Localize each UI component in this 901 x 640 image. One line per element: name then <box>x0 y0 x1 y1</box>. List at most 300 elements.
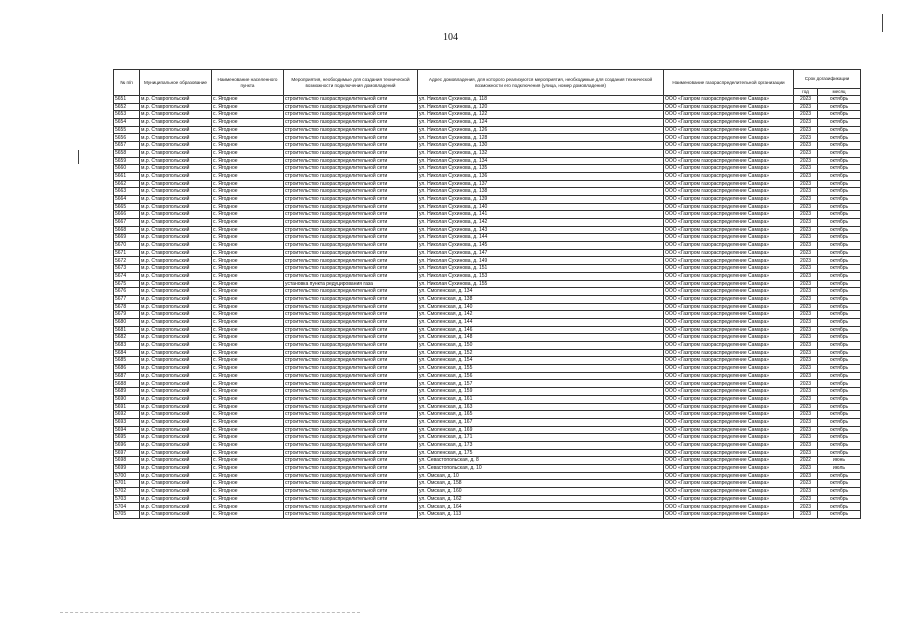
row-settlement: с. Ягодное <box>212 172 284 180</box>
row-month: октябрь <box>818 103 861 111</box>
row-settlement: с. Ягодное <box>212 226 284 234</box>
row-settlement: с. Ягодное <box>212 395 284 403</box>
row-number: 5694 <box>114 426 140 434</box>
row-organization: ООО «Газпром газораспределение Самара» <box>664 226 794 234</box>
row-number: 5684 <box>114 349 140 357</box>
row-settlement: с. Ягодное <box>212 195 284 203</box>
table-row <box>114 157 861 165</box>
row-municipality: м.р. Ставропольский <box>140 142 212 150</box>
row-number: 5659 <box>114 157 140 165</box>
row-settlement: с. Ягодное <box>212 465 284 473</box>
row-year: 2023 <box>794 219 818 227</box>
row-activity: строительство газораспределительной сети <box>284 503 418 511</box>
row-activity: строительство газораспределительной сети <box>284 357 418 365</box>
row-municipality: м.р. Ставропольский <box>140 503 212 511</box>
row-settlement: с. Ягодное <box>212 126 284 134</box>
row-settlement: с. Ягодное <box>212 103 284 111</box>
row-number: 5687 <box>114 372 140 380</box>
row-year: 2023 <box>794 426 818 434</box>
row-year: 2023 <box>794 280 818 288</box>
row-organization: ООО «Газпром газораспределение Самара» <box>664 388 794 396</box>
row-address: ул. Смоленская, д. 169 <box>418 426 664 434</box>
row-address: ул. Николая Сухинова, д. 143 <box>418 226 664 234</box>
row-municipality: м.р. Ставропольский <box>140 134 212 142</box>
row-municipality: м.р. Ставропольский <box>140 365 212 373</box>
header-num: № п/п <box>114 70 140 96</box>
row-activity: строительство газораспределительной сети <box>284 188 418 196</box>
row-organization: ООО «Газпром газораспределение Самара» <box>664 265 794 273</box>
row-organization: ООО «Газпром газораспределение Самара» <box>664 234 794 242</box>
row-month: октябрь <box>818 495 861 503</box>
table-row <box>114 172 861 180</box>
row-settlement: с. Ягодное <box>212 411 284 419</box>
table-row <box>114 326 861 334</box>
header-address: Адрес домовладения, для которого реализуются мероприятия, необходимые для создания технической возможности его подключения (улица, номер домовладения) <box>418 70 664 96</box>
table-row <box>114 349 861 357</box>
gasification-table <box>113 69 861 519</box>
row-year: 2023 <box>794 334 818 342</box>
row-settlement: с. Ягодное <box>212 149 284 157</box>
row-address: ул. Николая Сухинова, д. 155 <box>418 280 664 288</box>
row-organization: ООО «Газпром газораспределение Самара» <box>664 257 794 265</box>
row-month: октябрь <box>818 195 861 203</box>
row-number: 5691 <box>114 403 140 411</box>
row-activity: строительство газораспределительной сети <box>284 111 418 119</box>
row-year: 2023 <box>794 441 818 449</box>
table-row <box>114 334 861 342</box>
row-settlement: с. Ягодное <box>212 511 284 519</box>
row-number: 5699 <box>114 465 140 473</box>
row-year: 2023 <box>794 465 818 473</box>
header-settlement: Наименование населенного пункта <box>212 70 284 96</box>
row-municipality: м.р. Ставропольский <box>140 326 212 334</box>
row-month: октябрь <box>818 142 861 150</box>
row-address: ул. Николая Сухинова, д. 140 <box>418 203 664 211</box>
row-activity: строительство газораспределительной сети <box>284 257 418 265</box>
row-organization: ООО «Газпром газораспределение Самара» <box>664 334 794 342</box>
row-organization: ООО «Газпром газораспределение Самара» <box>664 295 794 303</box>
row-number: 5667 <box>114 219 140 227</box>
row-month: октябрь <box>818 249 861 257</box>
row-year: 2023 <box>794 380 818 388</box>
row-municipality: м.р. Ставропольский <box>140 511 212 519</box>
row-year: 2023 <box>794 265 818 273</box>
row-activity: строительство газораспределительной сети <box>284 365 418 373</box>
row-year: 2023 <box>794 226 818 234</box>
row-organization: ООО «Газпром газораспределение Самара» <box>664 465 794 473</box>
row-settlement: с. Ягодное <box>212 265 284 273</box>
row-year: 2023 <box>794 257 818 265</box>
row-municipality: м.р. Ставропольский <box>140 441 212 449</box>
row-municipality: м.р. Ставропольский <box>140 311 212 319</box>
row-address: ул. Смоленская, д. 163 <box>418 403 664 411</box>
row-organization: ООО «Газпром газораспределение Самара» <box>664 103 794 111</box>
row-organization: ООО «Газпром газораспределение Самара» <box>664 349 794 357</box>
row-address: ул. Николая Сухинова, д. 118 <box>418 96 664 104</box>
row-year: 2023 <box>794 111 818 119</box>
row-year: 2023 <box>794 249 818 257</box>
row-settlement: с. Ягодное <box>212 434 284 442</box>
row-settlement: с. Ягодное <box>212 288 284 296</box>
table-row <box>114 265 861 273</box>
row-settlement: с. Ягодное <box>212 119 284 127</box>
row-month: октябрь <box>818 441 861 449</box>
row-organization: ООО «Газпром газораспределение Самара» <box>664 288 794 296</box>
row-month: октябрь <box>818 380 861 388</box>
row-month: октябрь <box>818 372 861 380</box>
row-month: октябрь <box>818 203 861 211</box>
row-activity: строительство газораспределительной сети <box>284 226 418 234</box>
row-municipality: м.р. Ставропольский <box>140 303 212 311</box>
row-organization: ООО «Газпром газораспределение Самара» <box>664 426 794 434</box>
row-month: октябрь <box>818 165 861 173</box>
row-year: 2023 <box>794 96 818 104</box>
scan-edge-mark <box>882 14 883 32</box>
table-body <box>114 96 861 519</box>
row-organization: ООО «Газпром газораспределение Самара» <box>664 441 794 449</box>
row-year: 2023 <box>794 188 818 196</box>
row-organization: ООО «Газпром газораспределение Самара» <box>664 96 794 104</box>
row-settlement: с. Ягодное <box>212 142 284 150</box>
row-activity: строительство газораспределительной сети <box>284 488 418 496</box>
row-address: ул. Смоленская, д. 150 <box>418 342 664 350</box>
row-municipality: м.р. Ставропольский <box>140 342 212 350</box>
row-municipality: м.р. Ставропольский <box>140 165 212 173</box>
row-activity: строительство газораспределительной сети <box>284 195 418 203</box>
row-settlement: с. Ягодное <box>212 111 284 119</box>
row-year: 2023 <box>794 165 818 173</box>
row-month: октябрь <box>818 326 861 334</box>
row-settlement: с. Ягодное <box>212 311 284 319</box>
row-activity: строительство газораспределительной сети <box>284 372 418 380</box>
row-activity: строительство газораспределительной сети <box>284 203 418 211</box>
row-month: октябрь <box>818 334 861 342</box>
row-activity: строительство газораспределительной сети <box>284 242 418 250</box>
row-organization: ООО «Газпром газораспределение Самара» <box>664 472 794 480</box>
row-organization: ООО «Газпром газораспределение Самара» <box>664 495 794 503</box>
table-row <box>114 242 861 250</box>
row-organization: ООО «Газпром газораспределение Самара» <box>664 203 794 211</box>
row-address: ул. Смоленская, д. 156 <box>418 372 664 380</box>
row-number: 5664 <box>114 195 140 203</box>
table-row <box>114 288 861 296</box>
row-month: октябрь <box>818 188 861 196</box>
row-year: 2023 <box>794 288 818 296</box>
row-settlement: с. Ягодное <box>212 242 284 250</box>
row-settlement: с. Ягодное <box>212 134 284 142</box>
table-row <box>114 465 861 473</box>
row-number: 5680 <box>114 318 140 326</box>
row-organization: ООО «Газпром газораспределение Самара» <box>664 449 794 457</box>
row-municipality: м.р. Ставропольский <box>140 211 212 219</box>
row-settlement: с. Ягодное <box>212 295 284 303</box>
row-year: 2023 <box>794 388 818 396</box>
row-activity: строительство газораспределительной сети <box>284 126 418 134</box>
row-activity: строительство газораспределительной сети <box>284 180 418 188</box>
row-organization: ООО «Газпром газораспределение Самара» <box>664 365 794 373</box>
row-municipality: м.р. Ставропольский <box>140 395 212 403</box>
row-organization: ООО «Газпром газораспределение Самара» <box>664 311 794 319</box>
row-month: октябрь <box>818 272 861 280</box>
row-number: 5656 <box>114 134 140 142</box>
row-number: 5665 <box>114 203 140 211</box>
row-number: 5700 <box>114 472 140 480</box>
row-organization: ООО «Газпром газораспределение Самара» <box>664 195 794 203</box>
row-activity: строительство газораспределительной сети <box>284 388 418 396</box>
row-month: октябрь <box>818 111 861 119</box>
row-number: 5660 <box>114 165 140 173</box>
table-row <box>114 488 861 496</box>
row-settlement: с. Ягодное <box>212 403 284 411</box>
table-row <box>114 126 861 134</box>
row-month: октябрь <box>818 357 861 365</box>
row-municipality: м.р. Ставропольский <box>140 472 212 480</box>
row-address: ул. Николая Сухинова, д. 134 <box>418 157 664 165</box>
row-activity: строительство газораспределительной сети <box>284 334 418 342</box>
row-organization: ООО «Газпром газораспределение Самара» <box>664 172 794 180</box>
row-municipality: м.р. Ставропольский <box>140 488 212 496</box>
row-number: 5662 <box>114 180 140 188</box>
row-address: ул. Николая Сухинова, д. 122 <box>418 111 664 119</box>
row-activity: строительство газораспределительной сети <box>284 134 418 142</box>
row-address: ул. Николая Сухинова, д. 142 <box>418 219 664 227</box>
row-activity: строительство газораспределительной сети <box>284 165 418 173</box>
row-settlement: с. Ягодное <box>212 472 284 480</box>
row-number: 5674 <box>114 272 140 280</box>
row-municipality: м.р. Ставропольский <box>140 195 212 203</box>
row-month: октябрь <box>818 96 861 104</box>
row-address: ул. Николая Сухинова, д. 147 <box>418 249 664 257</box>
table-row <box>114 441 861 449</box>
row-year: 2023 <box>794 318 818 326</box>
row-month: октябрь <box>818 257 861 265</box>
row-number: 5655 <box>114 126 140 134</box>
header-deadline: Срок догазификации <box>794 70 861 89</box>
row-settlement: с. Ягодное <box>212 365 284 373</box>
row-month: октябрь <box>818 434 861 442</box>
row-municipality: м.р. Ставропольский <box>140 357 212 365</box>
row-activity: строительство газораспределительной сети <box>284 326 418 334</box>
row-municipality: м.р. Ставропольский <box>140 411 212 419</box>
row-year: 2023 <box>794 449 818 457</box>
row-number: 5677 <box>114 295 140 303</box>
row-year: 2023 <box>794 403 818 411</box>
row-organization: ООО «Газпром газораспределение Самара» <box>664 434 794 442</box>
row-organization: ООО «Газпром газораспределение Самара» <box>664 303 794 311</box>
row-activity: строительство газораспределительной сети <box>284 219 418 227</box>
row-month: октябрь <box>818 219 861 227</box>
row-organization: ООО «Газпром газораспределение Самара» <box>664 211 794 219</box>
table-row <box>114 380 861 388</box>
row-settlement: с. Ягодное <box>212 280 284 288</box>
row-year: 2023 <box>794 303 818 311</box>
row-municipality: м.р. Ставропольский <box>140 149 212 157</box>
row-municipality: м.р. Ставропольский <box>140 172 212 180</box>
row-municipality: м.р. Ставропольский <box>140 226 212 234</box>
table-row <box>114 449 861 457</box>
row-address: ул. Смоленская, д. 146 <box>418 326 664 334</box>
table-row <box>114 318 861 326</box>
row-municipality: м.р. Ставропольский <box>140 111 212 119</box>
row-number: 5696 <box>114 441 140 449</box>
row-number: 5675 <box>114 280 140 288</box>
row-address: ул. Николая Сухинова, д. 141 <box>418 211 664 219</box>
row-number: 5670 <box>114 242 140 250</box>
row-activity: строительство газораспределительной сети <box>284 380 418 388</box>
row-organization: ООО «Газпром газораспределение Самара» <box>664 342 794 350</box>
row-year: 2023 <box>794 357 818 365</box>
row-municipality: м.р. Ставропольский <box>140 272 212 280</box>
row-number: 5693 <box>114 418 140 426</box>
table-row <box>114 472 861 480</box>
row-activity: строительство газораспределительной сети <box>284 411 418 419</box>
row-month: октябрь <box>818 426 861 434</box>
row-number: 5679 <box>114 311 140 319</box>
row-activity: строительство газораспределительной сети <box>284 441 418 449</box>
table-row <box>114 395 861 403</box>
row-month: октябрь <box>818 134 861 142</box>
row-activity: строительство газораспределительной сети <box>284 495 418 503</box>
row-organization: ООО «Газпром газораспределение Самара» <box>664 480 794 488</box>
row-organization: ООО «Газпром газораспределение Самара» <box>664 418 794 426</box>
row-month: октябрь <box>818 149 861 157</box>
row-month: октябрь <box>818 480 861 488</box>
row-organization: ООО «Газпром газораспределение Самара» <box>664 411 794 419</box>
row-organization: ООО «Газпром газораспределение Самара» <box>664 111 794 119</box>
table-row <box>114 388 861 396</box>
row-number: 5698 <box>114 457 140 465</box>
row-year: 2023 <box>794 411 818 419</box>
row-month: июль <box>818 465 861 473</box>
row-organization: ООО «Газпром газораспределение Самара» <box>664 249 794 257</box>
row-activity: строительство газораспределительной сети <box>284 434 418 442</box>
row-settlement: с. Ягодное <box>212 372 284 380</box>
row-number: 5652 <box>114 103 140 111</box>
row-address: ул. Николая Сухинова, д. 120 <box>418 103 664 111</box>
row-year: 2023 <box>794 495 818 503</box>
row-month: октябрь <box>818 488 861 496</box>
row-month: октябрь <box>818 311 861 319</box>
row-settlement: с. Ягодное <box>212 334 284 342</box>
scan-edge-mark-left <box>78 150 79 164</box>
table-row <box>114 342 861 350</box>
row-address: ул. Смоленская, д. 134 <box>418 288 664 296</box>
row-municipality: м.р. Ставропольский <box>140 434 212 442</box>
table-row <box>114 165 861 173</box>
table-row <box>114 149 861 157</box>
row-organization: ООО «Газпром газораспределение Самара» <box>664 395 794 403</box>
row-number: 5703 <box>114 495 140 503</box>
row-month: октябрь <box>818 318 861 326</box>
row-municipality: м.р. Ставропольский <box>140 249 212 257</box>
row-organization: ООО «Газпром газораспределение Самара» <box>664 180 794 188</box>
row-year: 2023 <box>794 349 818 357</box>
row-municipality: м.р. Ставропольский <box>140 449 212 457</box>
row-number: 5685 <box>114 357 140 365</box>
row-settlement: с. Ягодное <box>212 503 284 511</box>
row-organization: ООО «Газпром газораспределение Самара» <box>664 280 794 288</box>
row-number: 5663 <box>114 188 140 196</box>
row-organization: ООО «Газпром газораспределение Самара» <box>664 157 794 165</box>
row-address: ул. Смоленская, д. 138 <box>418 295 664 303</box>
row-address: ул. Николая Сухинова, д. 149 <box>418 257 664 265</box>
row-organization: ООО «Газпром газораспределение Самара» <box>664 511 794 519</box>
row-activity: строительство газораспределительной сети <box>284 272 418 280</box>
row-month: октябрь <box>818 180 861 188</box>
row-organization: ООО «Газпром газораспределение Самара» <box>664 318 794 326</box>
row-settlement: с. Ягодное <box>212 303 284 311</box>
row-municipality: м.р. Ставропольский <box>140 180 212 188</box>
row-year: 2023 <box>794 434 818 442</box>
row-settlement: с. Ягодное <box>212 203 284 211</box>
row-address: ул. Омская, д. 164 <box>418 503 664 511</box>
row-address: ул. Смоленская, д. 144 <box>418 318 664 326</box>
row-municipality: м.р. Ставропольский <box>140 457 212 465</box>
row-number: 5668 <box>114 226 140 234</box>
row-settlement: с. Ягодное <box>212 342 284 350</box>
table-row <box>114 411 861 419</box>
row-organization: ООО «Газпром газораспределение Самара» <box>664 457 794 465</box>
row-address: ул. Николая Сухинова, д. 144 <box>418 234 664 242</box>
row-number: 5658 <box>114 149 140 157</box>
row-year: 2023 <box>794 172 818 180</box>
row-year: 2023 <box>794 311 818 319</box>
row-address: ул. Смоленская, д. 173 <box>418 441 664 449</box>
row-number: 5661 <box>114 172 140 180</box>
row-month: октябрь <box>818 242 861 250</box>
table-row <box>114 103 861 111</box>
row-activity: строительство газораспределительной сети <box>284 157 418 165</box>
row-month: июнь <box>818 457 861 465</box>
table-row <box>114 142 861 150</box>
row-activity: строительство газораспределительной сети <box>284 288 418 296</box>
row-activity: строительство газораспределительной сети <box>284 472 418 480</box>
row-year: 2023 <box>794 342 818 350</box>
row-year: 2023 <box>794 503 818 511</box>
row-organization: ООО «Газпром газораспределение Самара» <box>664 149 794 157</box>
row-number: 5676 <box>114 288 140 296</box>
row-activity: строительство газораспределительной сети <box>284 342 418 350</box>
row-settlement: с. Ягодное <box>212 426 284 434</box>
row-activity: строительство газораспределительной сети <box>284 318 418 326</box>
row-year: 2023 <box>794 326 818 334</box>
row-number: 5697 <box>114 449 140 457</box>
row-municipality: м.р. Ставропольский <box>140 119 212 127</box>
row-address: ул. Николая Сухинова, д. 139 <box>418 195 664 203</box>
row-address: ул. Смоленская, д. 167 <box>418 418 664 426</box>
row-settlement: с. Ягодное <box>212 272 284 280</box>
row-municipality: м.р. Ставропольский <box>140 426 212 434</box>
row-settlement: с. Ягодное <box>212 257 284 265</box>
row-address: ул. Николая Сухинова, д. 132 <box>418 149 664 157</box>
row-activity: строительство газораспределительной сети <box>284 142 418 150</box>
row-settlement: с. Ягодное <box>212 495 284 503</box>
row-address: ул. Смоленская, д. 155 <box>418 365 664 373</box>
row-organization: ООО «Газпром газораспределение Самара» <box>664 119 794 127</box>
row-activity: строительство газораспределительной сети <box>284 511 418 519</box>
row-municipality: м.р. Ставропольский <box>140 188 212 196</box>
row-month: октябрь <box>818 503 861 511</box>
table-row <box>114 503 861 511</box>
row-municipality: м.р. Ставропольский <box>140 403 212 411</box>
row-address: ул. Николая Сухинова, д. 151 <box>418 265 664 273</box>
row-number: 5669 <box>114 234 140 242</box>
row-address: ул. Омская, д. 162 <box>418 495 664 503</box>
table-row <box>114 257 861 265</box>
row-month: октябрь <box>818 388 861 396</box>
row-address: ул. Смоленская, д. 161 <box>418 395 664 403</box>
row-address: ул. Николая Сухинова, д. 145 <box>418 242 664 250</box>
